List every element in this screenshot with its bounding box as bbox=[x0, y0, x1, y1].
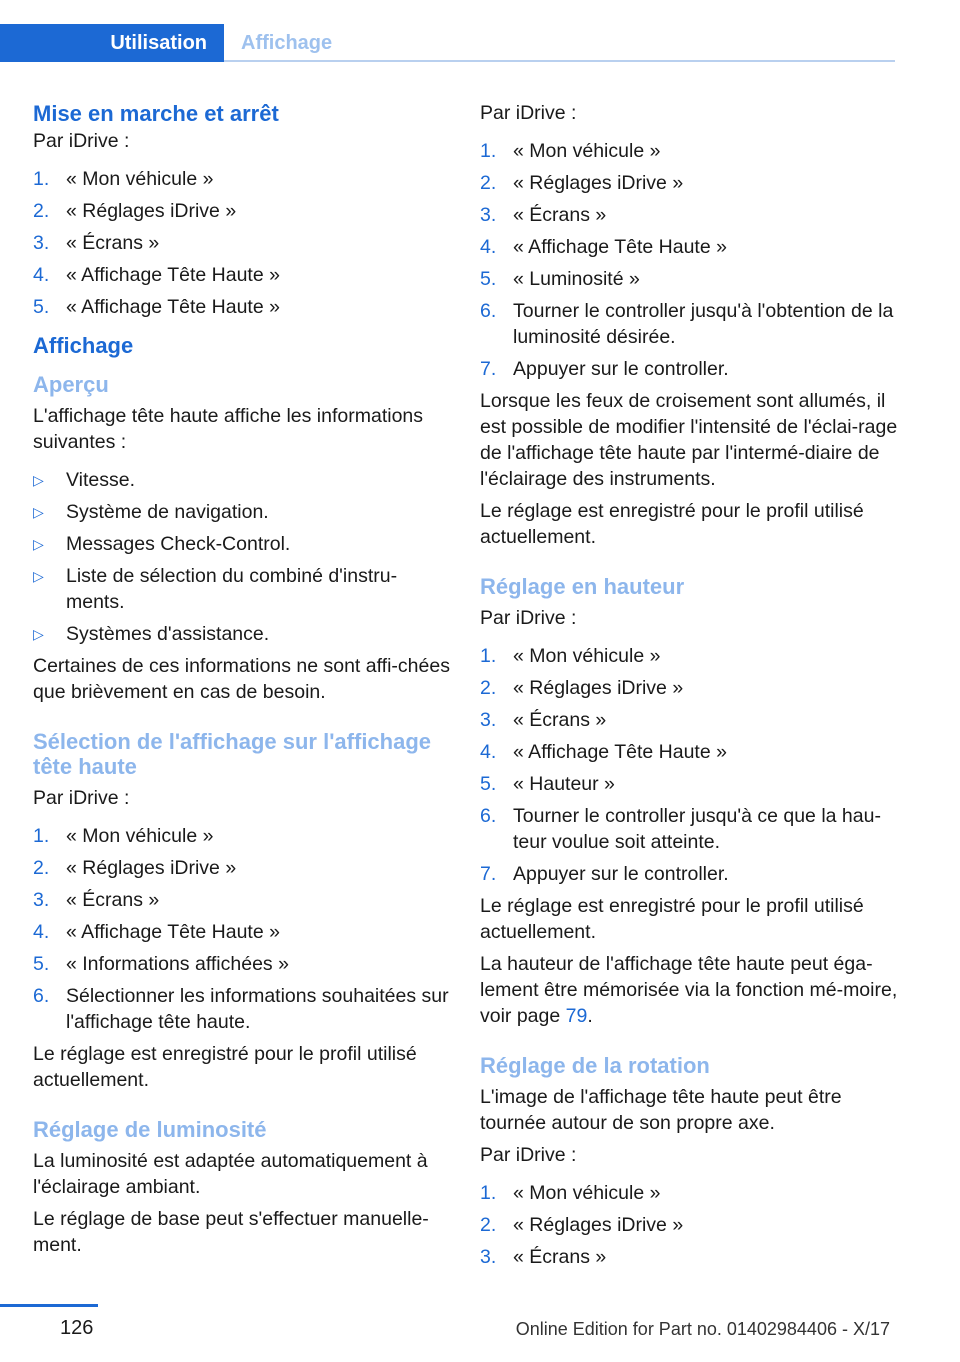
list-number: 4. bbox=[480, 236, 497, 258]
bullet-item bbox=[33, 467, 451, 493]
list-rotation bbox=[480, 1180, 898, 1270]
list-number: 3. bbox=[480, 1246, 497, 1268]
list-number: 3. bbox=[480, 204, 497, 226]
heading-rotation: Réglage de la rotation bbox=[480, 1053, 710, 1078]
par-idrive-text: Par iDrive : bbox=[480, 102, 577, 124]
list-item bbox=[480, 202, 898, 228]
triangle-bullet-icon: ▷ bbox=[33, 472, 44, 488]
list-item-text: « Réglages iDrive » bbox=[66, 200, 237, 222]
list-item bbox=[33, 262, 451, 288]
bullet-item bbox=[33, 563, 451, 615]
left-column bbox=[33, 100, 451, 1258]
list-item-text: « Écrans » bbox=[66, 232, 160, 254]
header-divider bbox=[224, 60, 895, 62]
page-header bbox=[0, 24, 895, 62]
list-number: 6. bbox=[33, 985, 50, 1007]
luminosite-text-2: Le réglage de base peut s'effectuer manuelle-ment. bbox=[33, 1208, 429, 1256]
list-apercu bbox=[33, 467, 451, 647]
list-number: 1. bbox=[480, 645, 497, 667]
heading-hauteur: Réglage en hauteur bbox=[480, 574, 685, 599]
list-number: 2. bbox=[33, 857, 50, 879]
apercu-note: Certaines de ces informations ne sont affi-chées que brièvement en cas de besoin. bbox=[33, 655, 450, 703]
list-item bbox=[480, 170, 898, 196]
list-item-text: « Affichage Tête Haute » bbox=[513, 236, 727, 258]
list-number: 1. bbox=[33, 825, 50, 847]
list-item-text: « Réglages iDrive » bbox=[513, 677, 684, 699]
list-item-text: « Affichage Tête Haute » bbox=[66, 921, 280, 943]
luminosite-note-1: Lorsque les feux de croisement sont allumés, il est possible de modifier l'intensité de l'éclai-rage de l'affichage tête haute par l'intermé-diaire de l'éclairage des instruments. bbox=[480, 390, 898, 490]
list-item bbox=[33, 919, 451, 945]
hauteur-note-2-end: . bbox=[587, 1005, 593, 1027]
list-number: 2. bbox=[33, 200, 50, 222]
list-item bbox=[480, 138, 898, 164]
list-item-text: « Réglages iDrive » bbox=[66, 857, 237, 879]
list-number: 3. bbox=[33, 232, 50, 254]
list-item-text: « Mon véhicule » bbox=[513, 140, 661, 162]
heading-luminosite: Réglage de luminosité bbox=[33, 1117, 267, 1142]
list-item bbox=[480, 298, 898, 350]
list-item-text: « Mon véhicule » bbox=[513, 645, 661, 667]
page-link-79[interactable]: 79 bbox=[565, 1005, 588, 1027]
list-hauteur bbox=[480, 643, 898, 887]
list-item bbox=[480, 771, 898, 797]
list-number: 7. bbox=[480, 863, 497, 885]
footer-divider bbox=[0, 1304, 98, 1307]
list-item-text: « Affichage Tête Haute » bbox=[513, 741, 727, 763]
luminosite-note-2: Le réglage est enregistré pour le profil utilisé actuellement. bbox=[480, 500, 864, 548]
triangle-bullet-icon: ▷ bbox=[33, 626, 44, 642]
list-item bbox=[33, 951, 451, 977]
par-idrive-text: Par iDrive : bbox=[33, 787, 130, 809]
hauteur-note-2-text: La hauteur de l'affichage tête haute peut éga-lement être mémorisée via la fonction mé-moire, voir page bbox=[480, 953, 898, 1027]
rotation-text: L'image de l'affichage tête haute peut être tournée autour de son propre axe. bbox=[480, 1086, 842, 1134]
heading-affichage: Affichage bbox=[33, 333, 134, 358]
list-item-text: « Écrans » bbox=[513, 709, 607, 731]
list-luminosite bbox=[480, 138, 898, 382]
luminosite-text-1: La luminosité est adaptée automatiquement à l'éclairage ambiant. bbox=[33, 1150, 428, 1198]
list-mise-en-marche bbox=[33, 166, 451, 320]
list-item bbox=[480, 643, 898, 669]
list-item-text: « Écrans » bbox=[513, 1246, 607, 1268]
list-number: 5. bbox=[33, 296, 50, 318]
bullet-item-text: Système de navigation. bbox=[66, 501, 269, 523]
par-idrive-text: Par iDrive : bbox=[480, 607, 577, 629]
list-number: 1. bbox=[480, 140, 497, 162]
heading-apercu: Aperçu bbox=[33, 372, 109, 397]
list-item-text: « Affichage Tête Haute » bbox=[66, 264, 280, 286]
list-item-text: « Réglages iDrive » bbox=[513, 1214, 684, 1236]
bullet-item bbox=[33, 531, 451, 557]
list-item bbox=[480, 266, 898, 292]
list-number: 2. bbox=[480, 1214, 497, 1236]
list-item bbox=[480, 234, 898, 260]
list-item bbox=[480, 707, 898, 733]
list-item-text: Appuyer sur le controller. bbox=[513, 863, 729, 885]
list-item bbox=[33, 294, 451, 320]
heading-mise-en-marche: Mise en marche et arrêt bbox=[33, 101, 279, 126]
bullet-item-text: Systèmes d'assistance. bbox=[66, 623, 270, 645]
list-number: 5. bbox=[33, 953, 50, 975]
list-item bbox=[480, 1244, 898, 1270]
list-number: 1. bbox=[33, 168, 50, 190]
list-item bbox=[480, 739, 898, 765]
list-item-text: Tourner le controller jusqu'à l'obtention de la luminosité désirée. bbox=[513, 300, 894, 348]
list-number: 4. bbox=[480, 741, 497, 763]
apercu-text: L'affichage tête haute affiche les informations suivantes : bbox=[33, 405, 424, 453]
list-item bbox=[33, 983, 451, 1035]
bullet-item-text: Liste de sélection du combiné d'instru-ments. bbox=[66, 565, 398, 613]
bullet-item bbox=[33, 621, 451, 647]
edition-text: Online Edition for Part no. 01402984406 - X/17 bbox=[515, 1319, 890, 1339]
triangle-bullet-icon: ▷ bbox=[33, 568, 44, 584]
list-number: 7. bbox=[480, 358, 497, 380]
list-item bbox=[480, 356, 898, 382]
list-item bbox=[33, 855, 451, 881]
page-number: 126 bbox=[60, 1317, 94, 1339]
list-item-text: « Affichage Tête Haute » bbox=[66, 296, 280, 318]
list-selection bbox=[33, 823, 451, 1035]
list-number: 5. bbox=[480, 268, 497, 290]
bullet-item bbox=[33, 499, 451, 525]
list-item-text: « Mon véhicule » bbox=[66, 168, 214, 190]
list-item bbox=[33, 198, 451, 224]
hauteur-note-1: Le réglage est enregistré pour le profil utilisé actuellement. bbox=[480, 895, 864, 943]
list-number: 3. bbox=[480, 709, 497, 731]
list-item bbox=[33, 166, 451, 192]
list-item-text: « Hauteur » bbox=[513, 773, 615, 795]
list-number: 5. bbox=[480, 773, 497, 795]
list-number: 6. bbox=[480, 805, 497, 827]
list-item-text: « Mon véhicule » bbox=[513, 1182, 661, 1204]
hauteur-note-2 bbox=[480, 951, 898, 1029]
list-item-text: « Écrans » bbox=[66, 889, 160, 911]
triangle-bullet-icon: ▷ bbox=[33, 536, 44, 552]
list-number: 4. bbox=[33, 921, 50, 943]
list-item-text: Appuyer sur le controller. bbox=[513, 358, 729, 380]
list-number: 2. bbox=[480, 677, 497, 699]
right-column bbox=[480, 100, 898, 1276]
triangle-bullet-icon: ▷ bbox=[33, 504, 44, 520]
heading-selection: Sélection de l'affichage sur l'affichage tête haute bbox=[33, 729, 432, 779]
list-number: 4. bbox=[33, 264, 50, 286]
par-idrive-text: Par iDrive : bbox=[480, 1144, 577, 1166]
list-item bbox=[480, 675, 898, 701]
list-item-text: « Luminosité » bbox=[513, 268, 640, 290]
bullet-item-text: Messages Check-Control. bbox=[66, 533, 291, 555]
list-item-text: « Écrans » bbox=[513, 204, 607, 226]
bullet-item-text: Vitesse. bbox=[66, 469, 136, 491]
list-item bbox=[480, 1212, 898, 1238]
list-number: 3. bbox=[33, 889, 50, 911]
list-number: 6. bbox=[480, 300, 497, 322]
selection-note: Le réglage est enregistré pour le profil utilisé actuellement. bbox=[33, 1043, 417, 1091]
list-number: 1. bbox=[480, 1182, 497, 1204]
list-item-text: « Réglages iDrive » bbox=[513, 172, 684, 194]
list-item bbox=[480, 1180, 898, 1206]
list-item bbox=[33, 887, 451, 913]
list-item-text: Tourner le controller jusqu'à ce que la hau-teur voulue soit atteinte. bbox=[513, 805, 881, 853]
list-number: 2. bbox=[480, 172, 497, 194]
list-item-text: Sélectionner les informations souhaitées sur l'affichage tête haute. bbox=[66, 985, 449, 1033]
list-item-text: « Mon véhicule » bbox=[66, 825, 214, 847]
list-item bbox=[480, 803, 898, 855]
tab-utilisation[interactable]: Utilisation bbox=[0, 24, 224, 62]
list-item bbox=[33, 823, 451, 849]
list-item bbox=[33, 230, 451, 256]
list-item bbox=[480, 861, 898, 887]
tab-affichage[interactable]: Affichage bbox=[241, 31, 333, 54]
par-idrive-text: Par iDrive : bbox=[33, 130, 130, 152]
list-item-text: « Informations affichées » bbox=[66, 953, 289, 975]
